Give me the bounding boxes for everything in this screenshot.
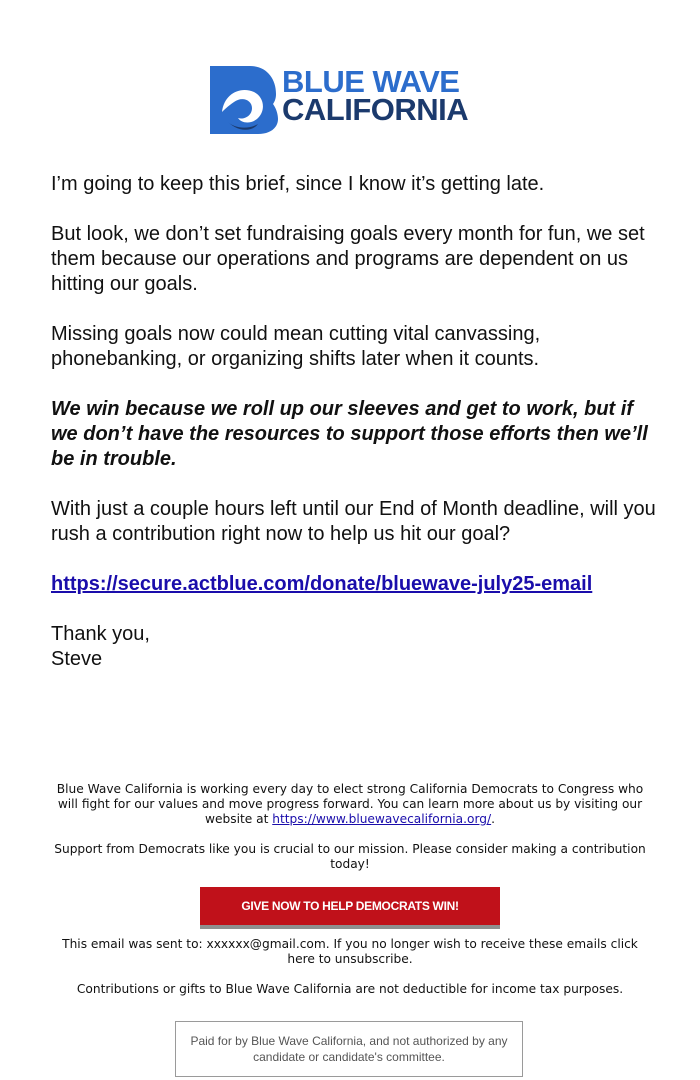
paid-for-disclaimer: Paid for by Blue Wave California, and not authorized by any candidate or candidate's committee. [175,1021,523,1077]
logo-line-2: CALIFORNIA [282,92,469,127]
paragraph-emphasis: We win because we roll up our sleeves and get to work, but if we don’t have the resources to support those efforts then we’ll be in trouble. [51,398,648,470]
paragraph-goals: But look, we don’t set fundraising goals every month for fun, we set them because our operations and programs are dependent on us hitting our goals. [51,223,645,295]
give-now-button[interactable]: GIVE NOW TO HELP DEMOCRATS WIN! [200,887,500,925]
donate-link[interactable]: https://secure.actblue.com/donate/bluewave-july25-email [51,573,593,595]
email-body [51,172,661,672]
signoff: Thank you, [51,623,150,645]
footer-tax-note: Contributions or gifts to Blue Wave California are not deductible for income tax purposes. [76,982,624,996]
footer-about-text: Blue Wave California is working every day to elect strong California Democrats to Congress who will fight for our values and move progress forward. You can learn more about us by visiting our website at [56,782,644,826]
logo-line-1: BLUE WAVE [282,64,460,99]
paragraph-missing-goals: Missing goals now could mean cutting vital canvassing, phonebanking, or organizing shifts later when it counts. [51,323,541,370]
footer-about [50,782,650,827]
footer-about-end: . [491,812,495,826]
paragraph-intro: I’m going to keep this brief, since I know it’s getting late. [51,173,545,195]
email-footer [50,782,650,1012]
signature: Steve [51,648,103,670]
footer-sent-to[interactable]: This email was sent to: xxxxxx@gmail.com. If you no longer wish to receive these emails click here to unsubscribe. [62,937,638,966]
brand-logo[interactable] [208,64,498,138]
paragraph-ask: With just a couple hours left until our End of Month deadline, will you rush a contribution right now to help us hit our goal? [51,498,656,545]
blue-wave-logo-icon [208,64,278,136]
footer-support: Support from Democrats like you is crucial to our mission. Please consider making a contribution today! [54,842,646,871]
logo-wordmark [282,64,469,127]
website-link[interactable]: https://www.bluewavecalifornia.org/ [272,812,492,826]
